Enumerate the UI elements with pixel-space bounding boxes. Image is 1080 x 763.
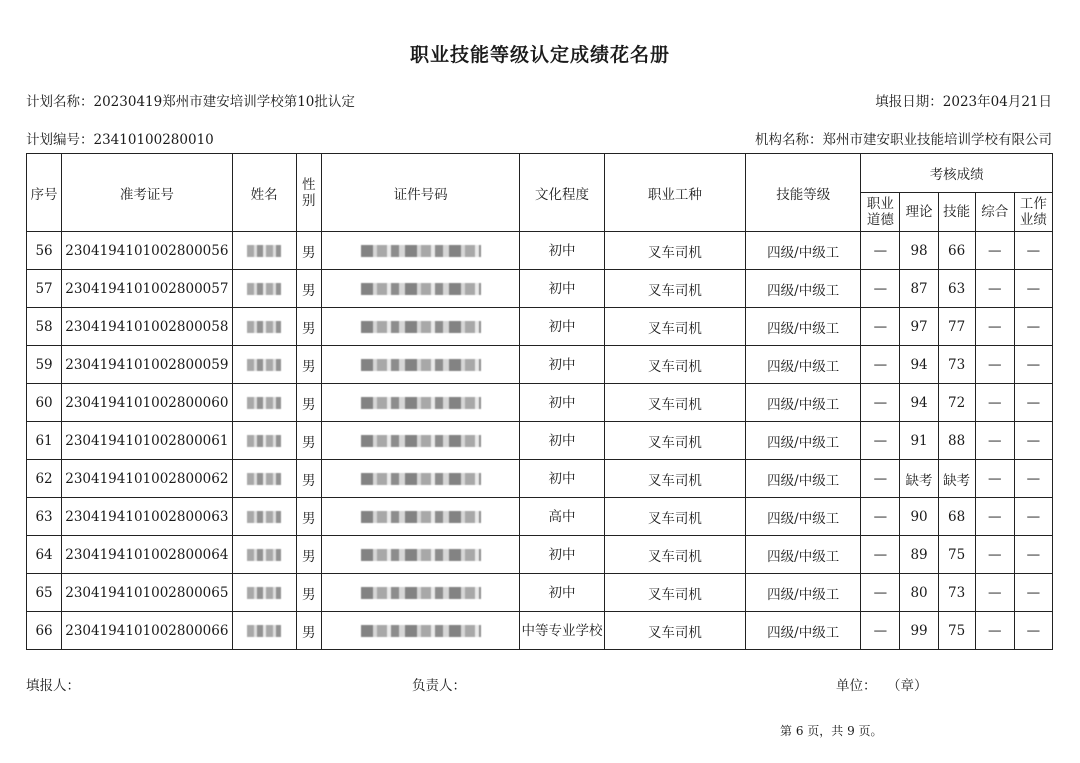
cell-theory: 90 xyxy=(900,498,938,536)
table-row xyxy=(27,270,1053,308)
cell-skill-level: 四级/中级工 xyxy=(746,536,861,574)
cell-work: — xyxy=(1014,422,1052,460)
cell-exam-no: 2304194101002800060 xyxy=(62,384,232,422)
redacted-id-number xyxy=(361,283,481,295)
table-row xyxy=(27,422,1053,460)
cell-id-no xyxy=(321,384,520,422)
cell-theory: 89 xyxy=(900,536,938,574)
cell-comprehensive: — xyxy=(975,536,1014,574)
cell-comprehensive: — xyxy=(975,498,1014,536)
cell-skill: 73 xyxy=(938,574,975,612)
cell-id-no xyxy=(321,498,520,536)
cell-seq: 57 xyxy=(27,270,62,308)
cell-work: — xyxy=(1014,536,1052,574)
cell-occupation: 叉车司机 xyxy=(604,308,745,346)
cell-name xyxy=(232,612,296,650)
page-info: 第 6 页，共 9 页。 xyxy=(780,724,883,738)
cell-id-no xyxy=(321,536,520,574)
cell-gender: 男 xyxy=(296,612,321,650)
table-row xyxy=(27,612,1053,650)
cell-work: — xyxy=(1014,498,1052,536)
cell-comprehensive: — xyxy=(975,574,1014,612)
cell-comprehensive: — xyxy=(975,460,1014,498)
cell-seq: 60 xyxy=(27,384,62,422)
cell-education: 初中 xyxy=(520,232,604,270)
cell-ethics: — xyxy=(861,536,900,574)
table-row xyxy=(27,308,1053,346)
cell-occupation: 叉车司机 xyxy=(604,460,745,498)
score-roster-table xyxy=(26,153,1053,650)
cell-skill: 75 xyxy=(938,612,975,650)
cell-name xyxy=(232,460,296,498)
cell-comprehensive: — xyxy=(975,308,1014,346)
cell-skill: 缺考 xyxy=(938,460,975,498)
cell-work: — xyxy=(1014,384,1052,422)
cell-education: 初中 xyxy=(520,346,604,384)
redacted-name xyxy=(247,435,281,447)
header-education: 文化程度 xyxy=(520,154,604,232)
cell-ethics: — xyxy=(861,308,900,346)
cell-exam-no: 2304194101002800066 xyxy=(62,612,232,650)
redacted-id-number xyxy=(361,473,481,485)
org-name: 机构名称：郑州市建安职业技能培训学校有限公司 xyxy=(755,132,1052,148)
cell-exam-no: 2304194101002800062 xyxy=(62,460,232,498)
cell-occupation: 叉车司机 xyxy=(604,384,745,422)
header-gender: 性 别 xyxy=(296,154,321,232)
redacted-id-number xyxy=(361,549,481,561)
cell-skill-level: 四级/中级工 xyxy=(746,422,861,460)
cell-occupation: 叉车司机 xyxy=(604,612,745,650)
cell-name xyxy=(232,422,296,460)
cell-education: 初中 xyxy=(520,460,604,498)
cell-seq: 63 xyxy=(27,498,62,536)
cell-work: — xyxy=(1014,574,1052,612)
redacted-name xyxy=(247,549,281,561)
cell-skill: 73 xyxy=(938,346,975,384)
redacted-id-number xyxy=(361,321,481,333)
cell-gender: 男 xyxy=(296,536,321,574)
cell-skill: 88 xyxy=(938,422,975,460)
cell-occupation: 叉车司机 xyxy=(604,574,745,612)
cell-id-no xyxy=(321,270,520,308)
plan-code: 计划编号：23410100280010 xyxy=(26,132,214,148)
cell-ethics: — xyxy=(861,232,900,270)
redacted-name xyxy=(247,321,281,333)
cell-work: — xyxy=(1014,612,1052,650)
redacted-name xyxy=(247,511,281,523)
cell-skill: 63 xyxy=(938,270,975,308)
cell-education: 初中 xyxy=(520,574,604,612)
cell-theory: 缺考 xyxy=(900,460,938,498)
cell-exam-no: 2304194101002800056 xyxy=(62,232,232,270)
table-row xyxy=(27,460,1053,498)
unit-label: 单位： xyxy=(836,678,877,694)
cell-id-no xyxy=(321,422,520,460)
cell-name xyxy=(232,574,296,612)
cell-name xyxy=(232,270,296,308)
cell-seq: 64 xyxy=(27,536,62,574)
cell-name xyxy=(232,308,296,346)
fill-date: 填报日期：2023年04月21日 xyxy=(875,94,1052,110)
cell-skill: 66 xyxy=(938,232,975,270)
header-seq: 序号 xyxy=(27,154,62,232)
cell-ethics: — xyxy=(861,460,900,498)
cell-theory: 87 xyxy=(900,270,938,308)
cell-seq: 61 xyxy=(27,422,62,460)
cell-work: — xyxy=(1014,308,1052,346)
cell-ethics: — xyxy=(861,612,900,650)
cell-skill: 72 xyxy=(938,384,975,422)
header-comprehensive: 综合 xyxy=(975,193,1014,232)
cell-id-no xyxy=(321,460,520,498)
cell-work: — xyxy=(1014,270,1052,308)
cell-theory: 94 xyxy=(900,384,938,422)
cell-education: 初中 xyxy=(520,270,604,308)
cell-comprehensive: — xyxy=(975,612,1014,650)
redacted-name xyxy=(247,473,281,485)
header-occupation: 职业工种 xyxy=(604,154,745,232)
table-row xyxy=(27,232,1053,270)
redacted-id-number xyxy=(361,587,481,599)
header-work: 工作 业绩 xyxy=(1014,193,1052,232)
cell-education: 初中 xyxy=(520,422,604,460)
cell-education: 初中 xyxy=(520,536,604,574)
table-row xyxy=(27,346,1053,384)
cell-ethics: — xyxy=(861,498,900,536)
redacted-name xyxy=(247,245,281,257)
cell-ethics: — xyxy=(861,270,900,308)
header-exam-no: 准考证号 xyxy=(62,154,232,232)
document-title: 职业技能等级认定成绩花名册 xyxy=(409,44,670,66)
redacted-name xyxy=(247,625,281,637)
cell-id-no xyxy=(321,308,520,346)
cell-id-no xyxy=(321,346,520,384)
cell-comprehensive: — xyxy=(975,346,1014,384)
cell-gender: 男 xyxy=(296,460,321,498)
cell-gender: 男 xyxy=(296,346,321,384)
cell-ethics: — xyxy=(861,346,900,384)
header-skill-level: 技能等级 xyxy=(746,154,861,232)
cell-skill-level: 四级/中级工 xyxy=(746,308,861,346)
cell-occupation: 叉车司机 xyxy=(604,270,745,308)
cell-skill-level: 四级/中级工 xyxy=(746,460,861,498)
cell-seq: 56 xyxy=(27,232,62,270)
responsible-label: 负责人： xyxy=(412,678,466,694)
table-row xyxy=(27,536,1053,574)
cell-id-no xyxy=(321,612,520,650)
header-skill: 技能 xyxy=(938,193,975,232)
cell-education: 初中 xyxy=(520,308,604,346)
cell-id-no xyxy=(321,574,520,612)
reporter-label: 填报人： xyxy=(26,678,80,694)
cell-gender: 男 xyxy=(296,308,321,346)
redacted-name xyxy=(247,397,281,409)
header-scores-group: 考核成绩 xyxy=(861,154,1053,193)
header-theory: 理论 xyxy=(900,193,938,232)
cell-gender: 男 xyxy=(296,384,321,422)
table-row xyxy=(27,498,1053,536)
cell-exam-no: 2304194101002800061 xyxy=(62,422,232,460)
cell-work: — xyxy=(1014,460,1052,498)
redacted-name xyxy=(247,587,281,599)
cell-theory: 91 xyxy=(900,422,938,460)
cell-education: 初中 xyxy=(520,384,604,422)
table-row xyxy=(27,574,1053,612)
redacted-id-number xyxy=(361,245,481,257)
cell-skill-level: 四级/中级工 xyxy=(746,384,861,422)
cell-skill-level: 四级/中级工 xyxy=(746,612,861,650)
cell-seq: 59 xyxy=(27,346,62,384)
cell-exam-no: 2304194101002800064 xyxy=(62,536,232,574)
cell-skill-level: 四级/中级工 xyxy=(746,270,861,308)
cell-comprehensive: — xyxy=(975,270,1014,308)
cell-exam-no: 2304194101002800058 xyxy=(62,308,232,346)
header-id-no: 证件号码 xyxy=(321,154,520,232)
table-row xyxy=(27,384,1053,422)
cell-work: — xyxy=(1014,232,1052,270)
cell-skill-level: 四级/中级工 xyxy=(746,346,861,384)
redacted-id-number xyxy=(361,397,481,409)
cell-comprehensive: — xyxy=(975,384,1014,422)
cell-occupation: 叉车司机 xyxy=(604,422,745,460)
cell-occupation: 叉车司机 xyxy=(604,498,745,536)
plan-name: 计划名称：20230419郑州市建安培训学校第10批认定 xyxy=(26,94,355,110)
cell-exam-no: 2304194101002800057 xyxy=(62,270,232,308)
cell-exam-no: 2304194101002800065 xyxy=(62,574,232,612)
cell-name xyxy=(232,536,296,574)
cell-work: — xyxy=(1014,346,1052,384)
cell-occupation: 叉车司机 xyxy=(604,346,745,384)
cell-name xyxy=(232,498,296,536)
cell-name xyxy=(232,346,296,384)
cell-exam-no: 2304194101002800063 xyxy=(62,498,232,536)
cell-name xyxy=(232,232,296,270)
cell-seq: 65 xyxy=(27,574,62,612)
redacted-id-number xyxy=(361,625,481,637)
cell-skill-level: 四级/中级工 xyxy=(746,574,861,612)
cell-education: 高中 xyxy=(520,498,604,536)
cell-id-no xyxy=(321,232,520,270)
redacted-id-number xyxy=(361,359,481,371)
cell-skill: 75 xyxy=(938,536,975,574)
cell-seq: 66 xyxy=(27,612,62,650)
header-ethics: 职业 道德 xyxy=(861,193,900,232)
cell-skill: 77 xyxy=(938,308,975,346)
cell-skill-level: 四级/中级工 xyxy=(746,498,861,536)
cell-skill: 68 xyxy=(938,498,975,536)
cell-comprehensive: — xyxy=(975,232,1014,270)
header-name: 姓名 xyxy=(232,154,296,232)
seal-label: （章） xyxy=(887,678,928,694)
cell-gender: 男 xyxy=(296,574,321,612)
cell-skill-level: 四级/中级工 xyxy=(746,232,861,270)
cell-gender: 男 xyxy=(296,498,321,536)
redacted-name xyxy=(247,283,281,295)
cell-theory: 99 xyxy=(900,612,938,650)
cell-education: 中等专业学校 xyxy=(520,612,604,650)
cell-ethics: — xyxy=(861,384,900,422)
redacted-name xyxy=(247,359,281,371)
cell-ethics: — xyxy=(861,574,900,612)
cell-exam-no: 2304194101002800059 xyxy=(62,346,232,384)
cell-seq: 58 xyxy=(27,308,62,346)
cell-theory: 97 xyxy=(900,308,938,346)
cell-theory: 80 xyxy=(900,574,938,612)
redacted-id-number xyxy=(361,511,481,523)
cell-gender: 男 xyxy=(296,422,321,460)
cell-occupation: 叉车司机 xyxy=(604,232,745,270)
cell-name xyxy=(232,384,296,422)
cell-theory: 98 xyxy=(900,232,938,270)
cell-occupation: 叉车司机 xyxy=(604,536,745,574)
cell-comprehensive: — xyxy=(975,422,1014,460)
cell-seq: 62 xyxy=(27,460,62,498)
redacted-id-number xyxy=(361,435,481,447)
cell-gender: 男 xyxy=(296,232,321,270)
cell-gender: 男 xyxy=(296,270,321,308)
cell-theory: 94 xyxy=(900,346,938,384)
cell-ethics: — xyxy=(861,422,900,460)
